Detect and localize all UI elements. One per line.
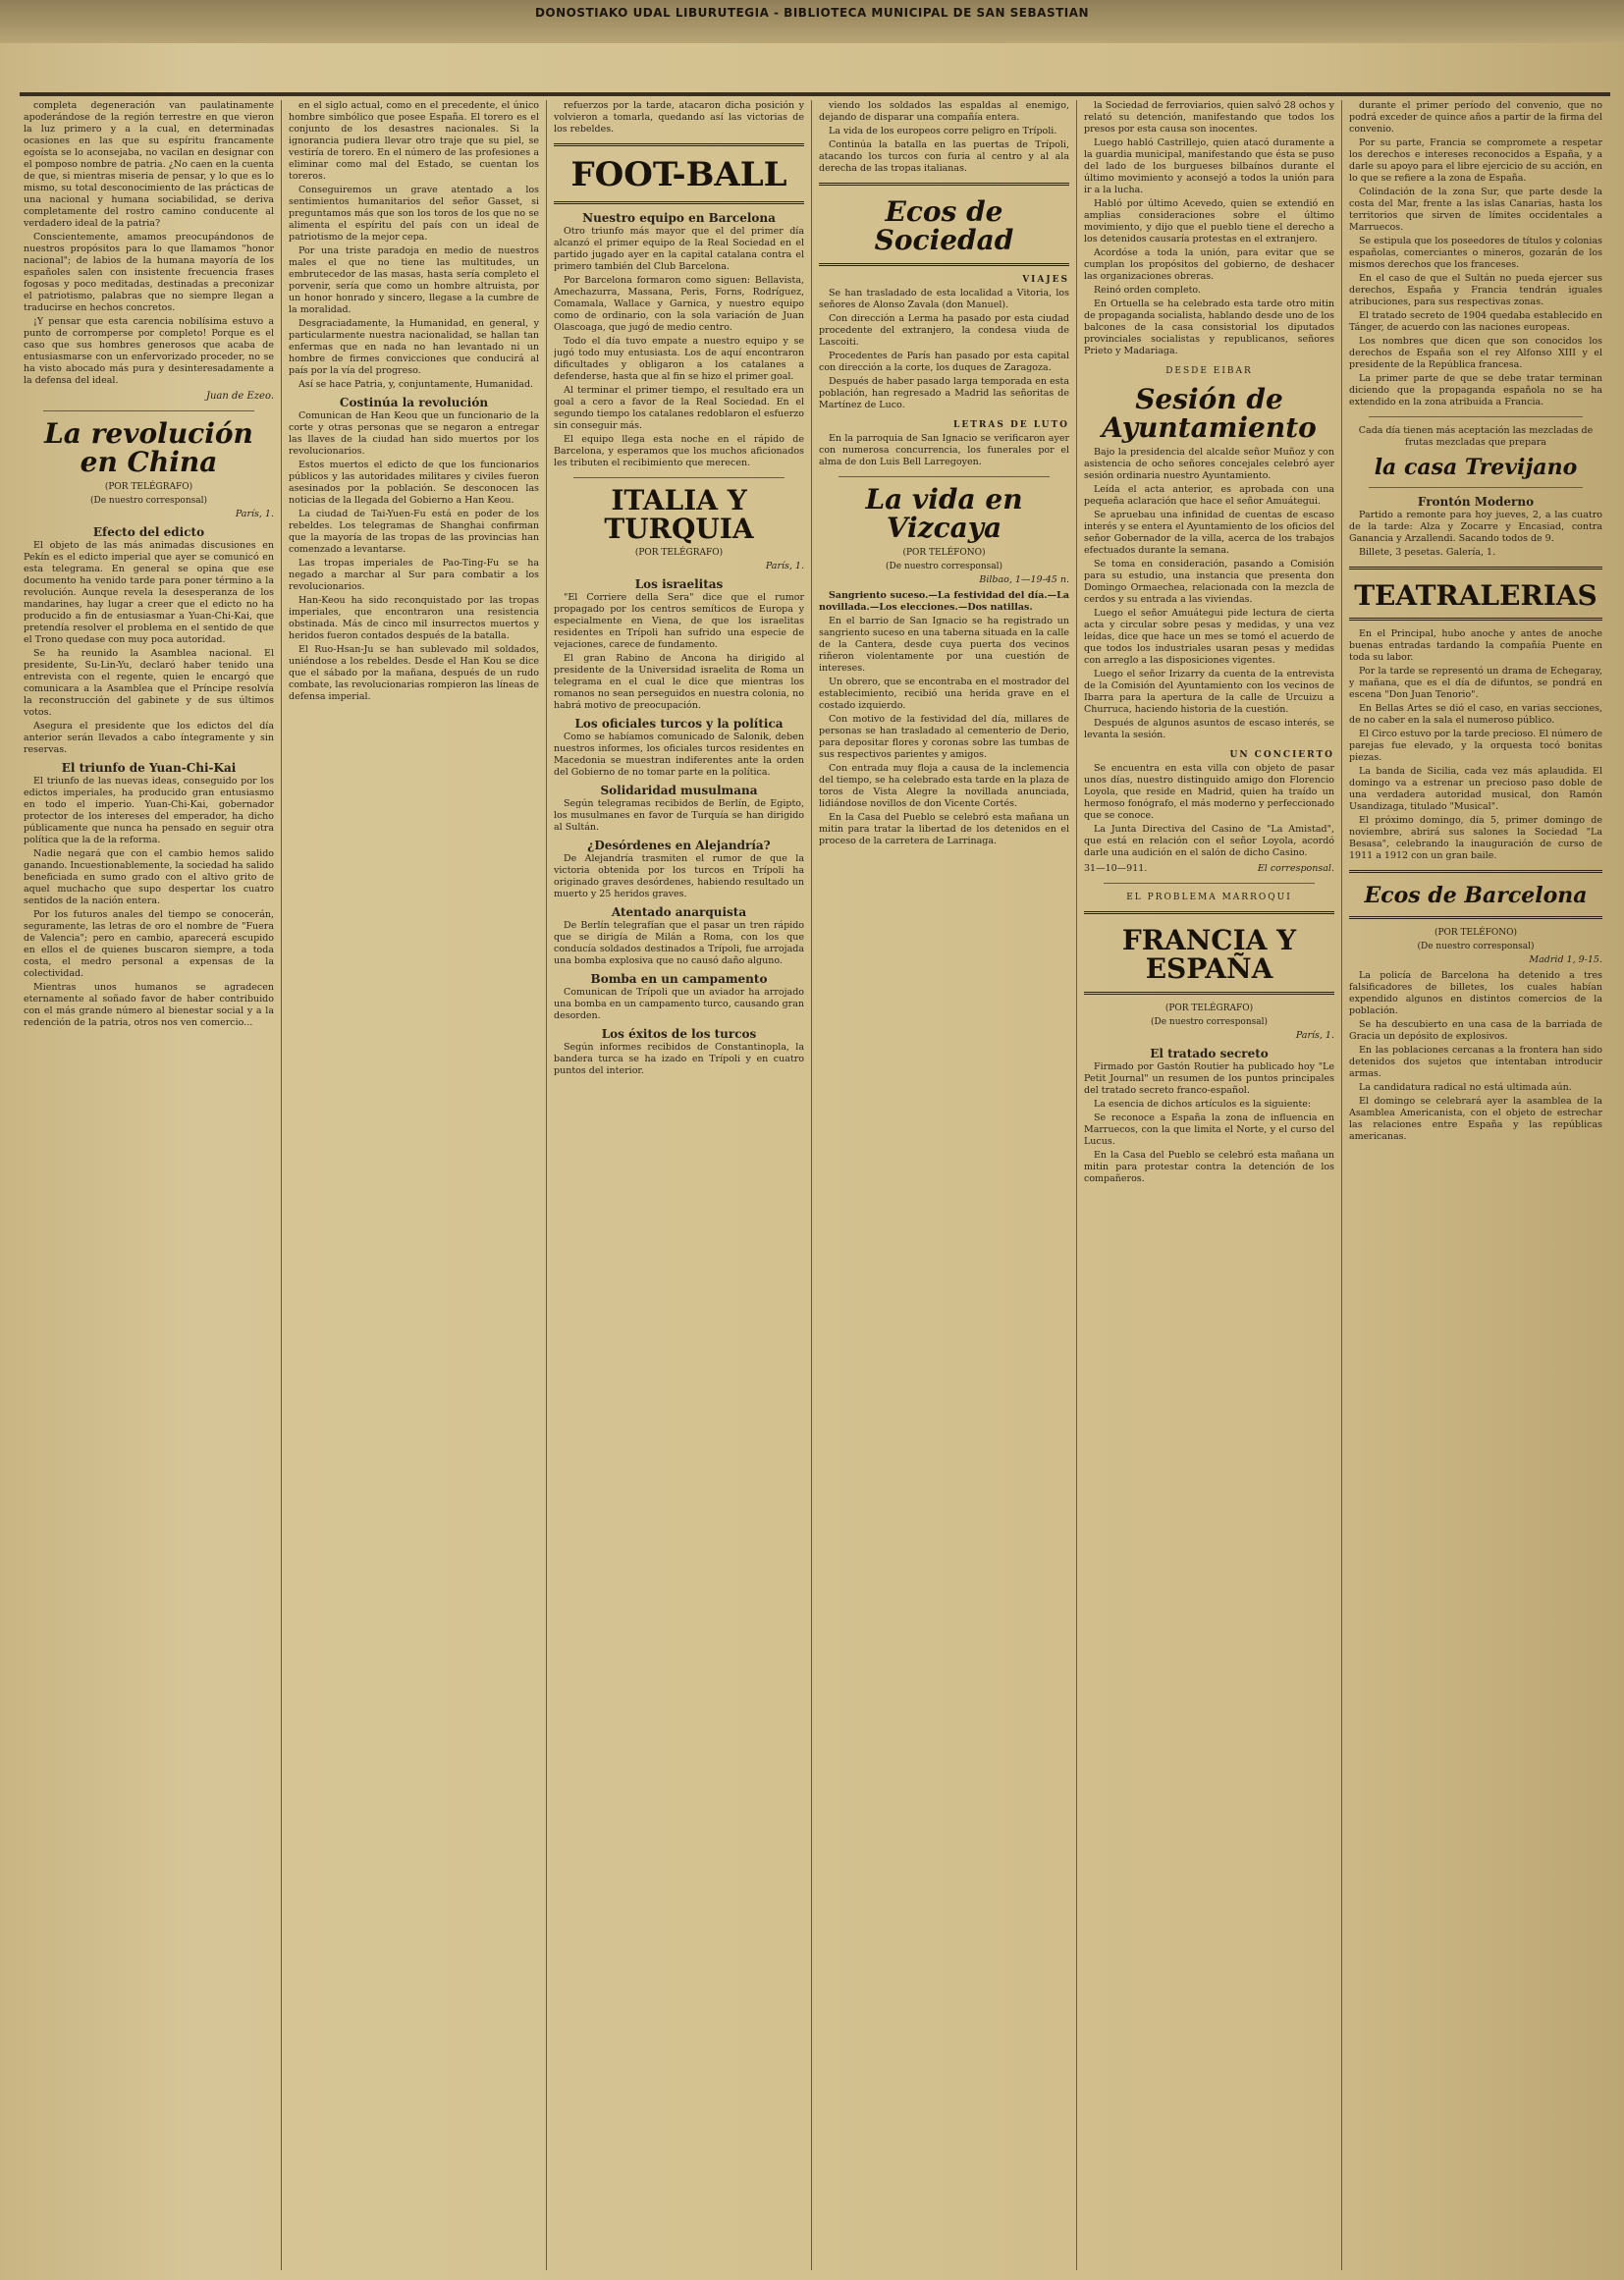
paragraph: Luego habló Castrillejo, quien atacó duramente a la guardia municipal, manifestando que ésta se puso del lado de los burgueses bilbaínos durante el último movimiento y aconsejó a todos la unión para ir a la lucha. [1084,137,1334,195]
paragraph: En Ortuella se ha celebrado esta tarde otro mitin de propaganda socialista, hablando desde uno de los balcones de la casa consistorial los diputados provinciales socialistas y republicanos, señores Prieto y Madariaga. [1084,299,1334,356]
paragraph: El Circo estuvo por la tarde precioso. El número de parejas fue elevado, y la orquesta tocó bonitas piezas. [1349,729,1602,764]
paragraph: El domingo se celebrará ayer la asamblea de la Asamblea Americanista, con el objeto de estrechar las relaciones entre España y las repúblicas americanas. [1349,1095,1602,1142]
headline-francia-espana: FRANCIA Y ESPAÑA [1121,923,1297,986]
paragraph: en el siglo actual, como en el precedente, el único hombre simbólico que posee España. El torero es el conjunto de los desastres nacionales. Si la ignorancia pudiera llevar otro traje que su piel, se vestiría de torero. En el número de las profesiones a eliminar como mal del Estado, se cuentan los toreros. [289,100,539,182]
paragraph: Mientras unos humanos se agradecen eternamente al soñado favor de haber contribuido con el más grande número al bienestar social y a la redención de la patria, otros nos ven comercio... [24,981,274,1028]
paragraph: La vida de los europeos corre peligro en Trípoli. [829,126,1057,136]
paragraph: completa degeneración van paulatinamente apoderándose de la región terrestre en que vieron la luz primero y a la cual, en determinadas ocasiones en las que su espíritu francamente egoísta se lo aconsejaba, no vacilan en designar con el pomposo nombre de patria. ¿No caen en la cuenta de que, si mientras miseria de pensar, y lo que es lo mismo, su total desconocimiento de las prácticas de una nacional y humana sociabilidad, se deriva completamente del rostro camino conducente al verdadero ideal de la patria? [24,100,274,229]
subheadline: Nuestro equipo en Barcelona [582,210,776,225]
column-rule [811,100,812,2270]
paragraph: El Ruo-Hsan-Ju se han sublevado mil soldados, uniéndose a los rebeldes. Desde el Han Kou se dice que el sábado por la mañana, después de un rudo combate, las revolucionarias rompieron las líneas de defensa imperial. [289,644,539,702]
correspondent-note: (De nuestro corresponsal) [1150,1016,1268,1027]
headline-ecos-sociedad: Ecos de Sociedad [874,195,1014,257]
paragraph: Otro triunfo más mayor que el del primer día alcanzó el primer equipo de la Real Sociedad en el partido jugado ayer en la capital catalana contra el primero también del Club Barcelona. [554,225,804,272]
headline-italia-turquia: ITALIA Y TURQUIA [604,483,754,546]
correspondent-note: (POR TELÉGRAFO) [104,481,193,492]
paragraph: Según informes recibidos de Constantinopla, la bandera turca se ha izado en Trípoli y en cuatro puntos del interior. [554,1042,804,1077]
paragraph: La candidatura radical no está ultimada aún. [1359,1081,1572,1093]
paragraph: De Alejandría trasmiten el rumor de que la victoria obtenida por los turcos en Trípoli ha originado graves desórdenes, habiendo resultado un muerto y 25 heridos graves. [554,853,804,900]
paragraph: viendo los soldados las espaldas al enemigo, dejando de disparar una compañía entera. [819,100,1069,123]
headline-box [554,143,804,204]
paragraph: Después de haber pasado larga temporada en esta población, han regresado a Madrid las señoritas de Martínez de Luco. [819,375,1069,410]
paragraph: Al terminar el primer tiempo, el resultado era un goal a cero a favor de la Real Sociedad. En el segundo tiempo los catalanes redoblaron el esfuerzo sin conseguir más. [554,384,804,431]
separator [43,410,254,411]
section-tag: LETRAS DE LUTO [953,419,1069,430]
paragraph: En el Principal, hubo anoche y antes de anoche buenas entradas tardando la compañía Puente en toda su labor. [1349,628,1602,664]
advertisement-notice: Cada día tienen más aceptación las mezcladas de frutas mezcladas que prepara [1358,425,1594,448]
column-5 [1084,100,1334,2270]
paragraph: La primer parte de que se debe tratar terminan diciendo que la propaganda española no se ha extendido en la zona atribuida a Francia. [1349,373,1602,407]
paragraph: Se toma en consideración, pasando a Comisión para su estudio, una instancia que presenta don Domingo Ormaechea, relacionada con la mezcla de cerdos y su entrada a las viviendas. [1084,558,1334,605]
paragraph: Con motivo de la festividad del día, millares de personas se han trasladado al cementerio de Derio, para depositar flores y coronas sobre las tumbas de sus respectivos parientes y amigos. [819,713,1069,760]
paragraph: Colindación de la zona Sur, que parte desde la costa del Mar, frente a las islas Canarias, hasta los territorios que sirven de límites occidentales a Marruecos. [1349,187,1602,233]
paragraph: En la Casa del Pueblo se celebró esta mañana un mitin para tratar la libertad de los detenidos en el proceso de la carretera de Larrinaga. [819,811,1069,846]
dateline: Madrid 1, 9-15. [1529,953,1602,965]
paragraph: El triunfo de las nuevas ideas, conseguido por los edictos imperiales, ha producido gran entusiasmo en todo el imperio. Yuan-Chi-Kai, gobernador protector de los intereses del emperador, ha dicho públicamente que nunca ha pensado en seguir otra política que la de la reforma. [24,775,274,845]
correspondent-note: (POR TELÉFONO) [1434,927,1518,938]
subheadline: ¿Desórdenes en Alejandría? [587,839,771,853]
dateline: Bilbao, 1—19-45 n. [979,573,1069,585]
paragraph: Como se habíamos comunicado de Salonik, deben nuestros informes, los oficiales turcos residentes en Macedonia se muestran indiferentes ante la orden del Gobierno de no tomar parte en la política. [554,732,804,779]
paragraph: En el caso de que el Sultán no pueda ejercer sus derechos, España y Francia tendrán iguales atribuciones, para sus respectivas zonas. [1349,273,1602,307]
columns-container [24,100,1604,2270]
paragraph: Por Barcelona formaron como siguen: Bellavista, Amechazurra, Massana, Peris, Forns, Rodríguez, Comamala, Wallace y Garnica, y nuestro equipo como de ordinario, con la sola variación de Juan Olascoaga, que jugó de medio centro. [554,274,804,333]
paragraph: Todo el día tuvo empate a nuestro equipo y se jugó todo muy entusiasta. Los de aquí encontraron dificultades y obligaron a los catalanes a defenderse, hasta que al fin se hizo el primer goal. [554,335,804,382]
column-rule [1076,100,1077,2270]
column-1 [24,100,274,2270]
archive-header-strip [0,0,1624,43]
paragraph: Luego el señor Amuátegui pide lectura de cierta acta y circular sobre pesas y medidas, y una vez leídas, dice que hace un mes se tomó el acuerdo de que todos los industriales usaran pesas y medidas con arreglo a las disposiciones vigentes. [1084,607,1334,666]
paragraph: Se apruebau una infinidad de cuentas de escaso interés y se entera el Ayuntamiento de los oficios del señor Gobernador de la villa, acerca de los trabajos efectuados durante la semana. [1084,509,1334,556]
paragraph: El objeto de las más animadas discusiones en Pekín es el edicto imperial que ayer se comunicó en esta telegrama. En general se opina que ese documento ha venido tarde para poner término a la revolución. Aunque revela la desesperanza de los mandarines, hay lugar a creer que el edicto no ha producido a fin de entusiasmar a Yuan-Chi-Kai, que pretendía resolver el problema en el sentido de que el Trono quedase con muy poca autoridad. [24,539,274,645]
subheadline: Los israelitas [634,577,724,592]
paragraph: El próximo domingo, día 5, primer domingo de noviembre, abrirá sus salones la Sociedad "La Besasa", celebrando la inauguración de curso de 1911 a 1912 con un gran baile. [1349,815,1602,862]
paragraph: Comunican de Han Keou que un funcionario de la corte y otras personas que se negaron a entregar las llaves de la ciudad han sido muertos por los revolucionarios. [289,410,539,457]
paragraph: En las poblaciones cercanas a la frontera han sido detenidos dos sujetos que intentaban introducir armas. [1349,1044,1602,1079]
headline-box [819,183,1069,266]
paragraph: Así se hace Patria, y, conjuntamente, Humanidad. [298,379,534,390]
correspondent-note: (POR TELÉGRAFO) [1164,1003,1254,1013]
headline-teatralerias: TEATRALERIAS [1354,579,1597,613]
section-kicker: DESDE EIBAR [1165,366,1253,376]
paragraph: ¡Y pensar que esta carencia nobilísima estuvo a punto de corromperse por completo! Porque es el caso que sus hombres generosos que acaba de entusiasmarse con un enfervorizado proceder, no se ha visto abocado más pura y desinteresadamente a la defensa del ideal. [24,316,274,386]
subheadline: El tratado secreto [1150,1046,1269,1060]
paragraph: Comunican de Trípoli que un aviador ha arrojado una bomba en un campamento turco, causando gran desorden. [554,987,804,1022]
paragraph: "El Corriere della Sera" dice que el rumor propagado por los centros semíticos de Europa y especialmente en Viena, de que los israelitas residentes en Trípoli han sufrido una especie de vejaciones, carece de fundamento. [554,592,804,651]
subheadline: Atentado anarquista [611,905,747,920]
paragraph: Han-Keou ha sido reconquistado por las tropas imperiales, que encontraron una resistencia obstinada. Más de cinco mil insurrectos muertos y heridos fueron contados después de la batalla. [289,595,539,641]
paragraph: Los nombres que dicen que son conocidos los derechos de España son el rey Alfonso XIII y el presidente de la República francesa. [1349,336,1602,370]
paragraph: Se reconoce a España la zona de influencia en Marruecos, con la que limita el Norte, y el curso del Lucus. [1084,1112,1334,1147]
paragraph: Desgraciadamente, la Humanidad, en general, y particularmente nuestra nacionalidad, se hallan tan enfermas que en nada no han levantado ni un hombre de firmes convicciones que conducirá al país por la vía del progreso. [289,318,539,376]
section-tag: UN CONCIERTO [1229,749,1334,760]
section-tag: VIAJES [1022,274,1069,285]
subheadline: Los éxitos de los turcos [601,1027,757,1042]
paragraph: Acordóse a toda la unión, para evitar que se cumplan los propósitos del gobierno, de deshacer las organizaciones obreras. [1084,247,1334,282]
paragraph: La Junta Directiva del Casino de "La Amistad", que está en relación con el señor Loyola, acordó darle una audición en el salón de dicho Casino. [1084,823,1334,858]
paragraph: En el barrio de San Ignacio se ha registrado un sangriento suceso en una taberna situada en la calle de la Cantera, desde cuya puerta dos vecinos riñeron violentamente por una cuestión de intereses. [819,615,1069,674]
column-rule [281,100,282,2270]
paragraph: Se ha descubierto en una casa de la barriada de Gracia un depósito de explosivos. [1349,1018,1602,1042]
paragraph: Reinó orden completo. [1094,285,1201,296]
paragraph: Se encuentra en esta villa con objeto de pasar unos días, nuestro distinguido amigo don Florencio Loyola, que reside en Madrid, quien ha traído un hermoso fonógrafo, el más moderno y perfeccionado que se conoce. [1084,762,1334,821]
paragraph: Habló por último Acevedo, quien se extendió en amplias consideraciones sobre el último movimiento, y dijo que el pueblo tiene el derecho a los detenidos causaría protestas en el extranjero. [1084,198,1334,244]
subheadline: Los oficiales turcos y la política [574,717,784,732]
top-rule [20,92,1610,96]
headline-football: FOOT-BALL [570,155,787,194]
paragraph: Se ha reunido la Asamblea nacional. El presidente, Su-Lin-Yu, declaró haber tenido una entrevista con el regente, quien le encargó que comunicara a la Asamblea que el Príncipe resolvía la reconstrucción del gabinete y de sus últimos votos. [24,647,274,718]
paragraph: El equipo llega esta noche en el rápido de Barcelona, y esperamos que los muchos aficionados les tributen el recibimiento que merecen. [554,433,804,468]
paragraph: Partido a remonte para hoy jueves, 2, a las cuatro de la tarde: Alza y Zocarre y Encasiad, contra Ganancia y Arzallendi. Sacando todos de 9. [1349,510,1602,545]
paragraph: Luego el señor Irizarry da cuenta de la entrevista de la Comisión del Ayuntamiento con los vecinos de Ibarra para la apertura de la calle de Urcuizu a Churruca, haciendo historia de la cuestión. [1084,668,1334,715]
headline-china: La revolución en China [44,417,253,479]
paragraph: El gran Rabino de Ancona ha dirigido al presidente de la Universidad israelita de Roma un telegrama en el cual le dice que mientras los romanos no sean perseguidos en nuestra colonia, no habrá motivo de preocupación. [554,653,804,712]
paragraph: En Bellas Artes se dió el caso, en varias secciones, de no caber en la sala el numeroso público. [1349,703,1602,727]
paragraph: Por los futuros anales del tiempo se conocerán, seguramente, las letras de oro el nombre de "Fuera de Valencia"; pero en cambio, aparecerá escupido en ellos el de quienes buscaron siempre, a toda costa, el medro personal a expensas de la colectividad. [24,908,274,979]
separator [839,476,1050,477]
paragraph: Billete, 3 pesetas. Galería, 1. [1359,547,1496,559]
paragraph: Conscientemente, amamos preocupándonos de nuestros propósitos para lo que llamamos "honor nacional"; de labios de la humana mayoría de los españoles salen con insistente frecuencia frases fogosas y poco meditadas, destinadas a preconizar el patriotismo, palabras que no siempre llegan a traducirse en hechos concretos. [24,232,274,313]
headline-ecos-barcelona: Ecos de Barcelona [1364,883,1588,909]
correspondent-signature: El corresponsal. [1257,862,1334,874]
headline-box [1349,567,1602,621]
headline-box [1349,870,1602,918]
section-kicker: EL PROBLEMA MARROQUI [1126,892,1292,902]
headline-sesion-ayuntamiento: Sesión de Ayuntamiento [1102,383,1317,445]
ad-headline-trevijano: la casa Trevijano [1374,455,1578,480]
paragraph: Asegura el presidente que los edictos del día anterior serán llevados a cabo íntegramente y sin reservas. [24,720,274,755]
column-rule [1341,100,1342,2270]
paragraph: Las tropas imperiales de Pao-Ting-Fu se ha negado a marchar al Sur para combatir a los revolucionarios. [289,558,539,592]
paragraph: Conseguiremos un grave atentado a los sentimientos humanitarios del señor Gasset, si preguntamos más que son los toros de los que no se alimenta el espíritu del país con un ideal de patriotismo de la mejor cepa. [289,185,539,243]
subheadline: Costinúa la revolución [339,396,489,409]
correspondent-note: (De nuestro corresponsal) [1417,941,1535,951]
paragraph: En la parroquia de San Ignacio se verificaron ayer con numerosa concurrencia, los funerales por el alma de don Luis Bell Larregoyen. [819,432,1069,467]
column-6 [1349,100,1602,2270]
paragraph: Leída el acta anterior, es aprobada con una pequeña aclaración que hace el señor Amuátegui. [1084,483,1334,507]
separator [1104,883,1315,884]
paragraph: Bajo la presidencia del alcalde señor Muñoz y con asistencia de ocho señores concejales celebró ayer sesión ordinaria nuestro Ayuntamiento. [1084,446,1334,481]
dateline: París, 1. [235,508,274,519]
paragraph: La banda de Sicilia, cada vez más aplaudida. El domingo va a estrenar un precioso paso doble de una verdadera autoridad musical, don Ramón Usandizaga, titulado "Musical". [1349,766,1602,813]
paragraph: Un obrero, que se encontraba en el mostrador del establecimiento, recibió una herida grave en el costado izquierdo. [819,676,1069,711]
subheadline: Bomba en un campamento [590,972,768,987]
paragraph: Con dirección a Lerma ha pasado por esta ciudad procedente del extranjero, la condesa viuda de Lascoiti. [819,312,1069,348]
column-2 [289,100,539,2270]
paragraph: Por la tarde se representó un drama de Echegaray, y mañana, que es el día de difuntos, se pondrá en escena "Don Juan Tenorio". [1349,666,1602,701]
paragraph: la Sociedad de ferroviarios, quien salvó 28 ochos y relató su detención, manifestando que todos los presos por esta causa son inocentes. [1084,100,1334,135]
paragraph: En la Casa del Pueblo se celebró esta mañana un mitin para protestar contra la detención de los compañeros. [1084,1149,1334,1184]
paragraph: Firmado por Gastón Routier ha publicado hoy "Le Petit Journal" un resumen de los puntos principales del tratado secreto franco-español. [1084,1060,1334,1096]
archive-header: DONOSTIAKO UDAL LIBURUTEGIA - BIBLIOTECA MUNICIPAL DE SAN SEBASTIAN [534,6,1090,20]
paragraph: De Berlín telegrafían que el pasar un tren rápido que se dirigía de Milán a Roma, con los que conducía soldados destinados a Trípoli, fue arrojada una bomba explosiva que no causó daño alguno. [554,920,804,967]
paragraph: La ciudad de Tai-Yuen-Fu está en poder de los rebeldes. Los telegramas de Shanghai confirman que la mayoría de las tropas de las provincias han comenzado a levantarse. [289,509,539,555]
column-4 [819,100,1069,2270]
subheadline: Efecto del edicto [92,524,205,539]
subheadline: Frontón Moderno [1417,495,1535,510]
paragraph: Se han trasladado de esta localidad a Vitoria, los señores de Alonso Zavala (don Manuel). [819,287,1069,310]
paragraph: Procedentes de París han pasado por esta capital con dirección a la corte, los duques de Zaragoza. [819,350,1069,373]
date-signature: 31—10—911. [1084,862,1148,874]
paragraph: Continúa la batalla en las puertas de Trípoli, atacando los turcos con furia al centro y al ala derecha de las tropas italianas. [819,139,1069,174]
column-3 [554,100,804,2270]
paragraph: Por una triste paradoja en medio de nuestros males el que no tiene las multitudes, un embrutecedor de las masas, hasta sería completo el porvenir, sería que como un hombre altruista, por un honor honrado y sincero, llegase a la cumbre de la moralidad. [289,245,539,315]
subheadline-run: Sangriento suceso.—La festividad del día.—La novillada.—Los elecciones.—Dos natillas. [819,589,1069,613]
correspondent-note: (POR TELÉGRAFO) [634,548,724,559]
dateline: París, 1. [765,561,804,572]
correspondent-note: (POR TELÉFONO) [902,547,986,558]
subheadline: Solidaridad musulmana [600,784,758,798]
paragraph: La policía de Barcelona ha detenido a tres falsificadores de billetes, los cuales habían expendido algunos en distintos comercios de la población. [1349,969,1602,1016]
paragraph: Según telegramas recibidos de Berlín, de Egipto, los musulmanes en favor de Turquía se han dirigido al Sultán. [554,798,804,834]
paragraph: Se estipula que los poseedores de títulos y colonias españolas, comerciantes o mineros, gozarán de los mismos derechos que los franceses. [1349,236,1602,270]
correspondent-note: (De nuestro corresponsal) [885,561,1002,571]
signature: Juan de Ezeo. [205,391,274,402]
dateline: París, 1. [1295,1029,1334,1041]
subheadline: El triunfo de Yuan-Chi-Kai [61,760,237,775]
paragraph: Nadie negará que con el cambio hemos salido ganando. Incuestionablemente, la sociedad ha salido beneficiada en sumo grado con el altivo grito de aquel muchacho que supo despertar los cuatro sentidos de la nación entera. [24,847,274,906]
paragraph: El tratado secreto de 1904 quedaba establecido en Tánger, de acuerdo con las naciones europeas. [1349,310,1602,333]
signature-row [1084,863,1334,875]
separator [573,477,785,478]
separator [1369,416,1583,417]
headline-box [1084,911,1334,995]
separator [1369,487,1583,488]
correspondent-note: (De nuestro corresponsal) [89,495,207,506]
paragraph: refuerzos por la tarde, atacaron dicha posición y volvieron a tomarla, quedando así las victorias de los rebeldes. [554,100,804,135]
paragraph: Después de algunos asuntos de escaso interés, se levanta la sesión. [1084,717,1334,740]
paragraph: La esencia de dichos artículos es la siguiente: [1094,1098,1312,1110]
headline-vizcaya: La vida en Vizcaya [865,482,1023,545]
column-rule [546,100,547,2270]
paragraph: Con entrada muy floja a causa de la inclemencia del tiempo, se ha celebrado esta tarde en la plaza de toros de Vista Alegre la novillada anunciada, lidiándose novillos de don Vicente Cortés. [819,762,1069,809]
paragraph: Estos muertos el edicto de que los funcionarios públicos y las autoridades militares y civiles fueron asesinados por la población. Se desconocen las noticias de la llegada del Gobierno a Han Keou. [289,460,539,506]
paragraph: durante el primer período del convenio, que no podrá exceder de quince años a partir de la firma del convenio. [1349,100,1602,135]
paragraph: Por su parte, Francia se compromete a respetar los derechos e intereses reconocidos a España, y a darle su apoyo para el libre ejercicio de su acción, en lo que se refiere a la zona de España. [1349,137,1602,184]
